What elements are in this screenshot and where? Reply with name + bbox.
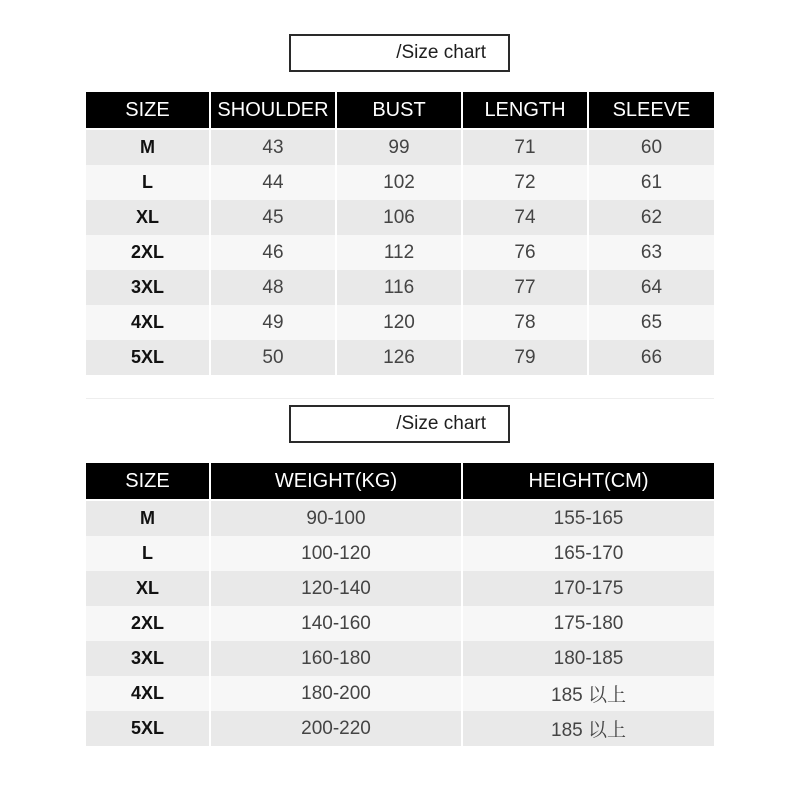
height-cell: 170-175 [462,571,714,606]
height-cell: 180-185 [462,641,714,676]
shoulder-cell: 45 [210,200,336,235]
sleeve-cell: 64 [588,270,714,305]
size-cell: 3XL [86,641,210,676]
table-row [86,571,714,606]
table-row [86,536,714,571]
bust-cell: 106 [336,200,462,235]
weight-cell: 140-160 [210,606,462,641]
size-cell: M [86,500,210,536]
size-chart-title-text: /Size chart [396,42,486,63]
sleeve-cell: 63 [588,235,714,270]
size-cell: 5XL [86,711,210,746]
table-row [86,606,714,641]
height-cell: 155-165 [462,500,714,536]
table-row [86,641,714,676]
table-row [86,676,714,711]
size-cell: 3XL [86,270,210,305]
height-cell: 185 以上 [462,711,714,746]
header-height: HEIGHT(CM) [462,463,714,500]
size-cell: XL [86,200,210,235]
size-cell: XL [86,571,210,606]
height-cell: 185 以上 [462,676,714,711]
bust-cell: 126 [336,340,462,375]
shoulder-cell: 48 [210,270,336,305]
weight-cell: 200-220 [210,711,462,746]
size-cell: 5XL [86,340,210,375]
weight-cell: 120-140 [210,571,462,606]
bust-cell: 112 [336,235,462,270]
size-cell: 4XL [86,676,210,711]
weight-cell: 100-120 [210,536,462,571]
section-divider [86,398,714,399]
size-cell: 2XL [86,606,210,641]
size-chart-title-body [289,405,510,443]
size-cell: 4XL [86,305,210,340]
header-length: LENGTH [462,92,588,129]
weight-cell: 90-100 [210,500,462,536]
length-cell: 79 [462,340,588,375]
size-cell: L [86,536,210,571]
table-header-row [86,92,714,129]
height-cell: 175-180 [462,606,714,641]
table-row [86,711,714,746]
length-cell: 72 [462,165,588,200]
weight-cell: 160-180 [210,641,462,676]
header-weight: WEIGHT(KG) [210,463,462,500]
table-row [86,165,714,200]
size-chart-title-clothing [289,34,510,72]
header-size: SIZE [86,463,210,500]
sleeve-cell: 60 [588,129,714,165]
shoulder-cell: 49 [210,305,336,340]
bust-cell: 120 [336,305,462,340]
table-header-row [86,463,714,500]
header-sleeve: SLEEVE [588,92,714,129]
table-row [86,129,714,165]
sleeve-cell: 61 [588,165,714,200]
table-row [86,305,714,340]
table-row [86,500,714,536]
header-bust: BUST [336,92,462,129]
shoulder-cell: 46 [210,235,336,270]
table-row [86,200,714,235]
measurement-size-table [86,92,714,375]
size-chart-title-text: /Size chart [396,413,486,434]
header-shoulder: SHOULDER [210,92,336,129]
length-cell: 77 [462,270,588,305]
shoulder-cell: 44 [210,165,336,200]
body-size-table [86,463,714,746]
height-cell: 165-170 [462,536,714,571]
size-cell: M [86,129,210,165]
size-cell: 2XL [86,235,210,270]
length-cell: 71 [462,129,588,165]
sleeve-cell: 62 [588,200,714,235]
table-row [86,340,714,375]
bust-cell: 99 [336,129,462,165]
length-cell: 74 [462,200,588,235]
length-cell: 76 [462,235,588,270]
sleeve-cell: 65 [588,305,714,340]
header-size: SIZE [86,92,210,129]
table-row [86,270,714,305]
bust-cell: 116 [336,270,462,305]
size-cell: L [86,165,210,200]
table-row [86,235,714,270]
bust-cell: 102 [336,165,462,200]
length-cell: 78 [462,305,588,340]
sleeve-cell: 66 [588,340,714,375]
shoulder-cell: 50 [210,340,336,375]
shoulder-cell: 43 [210,129,336,165]
weight-cell: 180-200 [210,676,462,711]
